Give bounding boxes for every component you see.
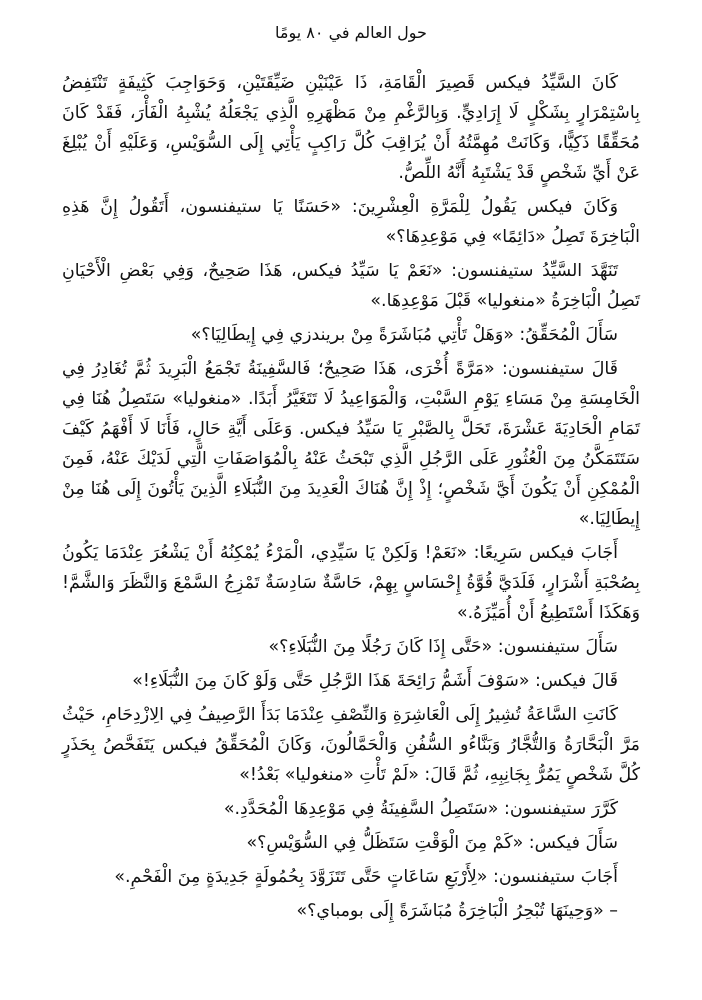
paragraph: سَأَلَ الْمُحَقِّقُ: «وَهَلْ تَأْتِي مُبَاشَرَةً مِنْ بريندزي فِي إِيطَالِيَا؟» bbox=[190, 325, 618, 345]
paragraph: سَأَلَ ستيفنسون: «حَتَّى إِذَا كَانَ رَجُلًا مِنَ النُّبَلَاءِ؟» bbox=[268, 637, 618, 657]
body-text bbox=[62, 68, 640, 930]
running-header-title: حول العالم في ٨٠ يومًا bbox=[275, 23, 427, 42]
paragraph: وَكَانَ فيكس يَقُولُ لِلْمَرَّةِ الْعِشْرِينَ: «حَسَنًا يَا ستيفنسون، أَتَقُولُ إِنَّ هَذِهِ الْبَاخِرَةَ تَصِلُ «دَائِمًا» فِي مَوْعِدِهَا؟» bbox=[62, 197, 640, 247]
paragraph: – «وَحِينَهَا تُبْحِرُ الْبَاخِرَةُ مُبَاشَرَةً إِلَى بومباي؟» bbox=[296, 901, 618, 921]
paragraph: تَنَهَّدَ السَّيِّدُ ستيفنسون: «نَعَمْ يَا سَيِّدُ فيكس، هَذَا صَحِيحٌ، وَفِي بَعْضِ الْأَحْيَانِ تَصِلُ الْبَاخِرَةُ «منغوليا» قَبْلَ مَوْعِدِهَا.» bbox=[62, 261, 640, 311]
paragraph: قَالَ ستيفنسون: «مَرَّةً أُخْرَى، هَذَا صَحِيحٌ؛ فَالسَّفِينَةُ تَجْمَعُ الْبَرِيدَ ثُمَّ تُغَادِرُ فِي الْخَامِسَةِ مِنْ مَسَاءِ يَوْمِ السَّبْتِ، وَالْمَوَاعِيدُ لَا تَتَغَيَّرُ أَبَدًا. «منغوليا» سَتَصِلُ هُنَا فِي تَمَامِ الْحَادِيَةَ عَشْرَةَ، تَحَلَّ بِالصَّبْرِ يَا سَيِّدُ فيكس. وَعَلَى أَيَّةِ حَالٍ، فَأَنَا لَا أَفْهَمُ كَيْفَ سَتَتَمَكَّنُ مِنَ الْعُثُورِ عَلَى الرَّجُلِ الَّذِي تَبْحَثُ عَنْهُ بِالْمُوَاصَفَاتِ الَّتِي لَدَيْكَ عَنْهُ، فَمِنَ الْمُمْكِنِ أَنْ يَكُونَ أَيَّ شَخْصٍ؛ إِذْ إِنَّ هُنَاكَ الْعَدِيدَ مِنَ النُّبَلَاءِ الَّذِينَ يَأْتُونَ إِلَى هُنَا مِنْ إِيطَالِيَا.» bbox=[62, 359, 640, 529]
paragraph: قَالَ فيكس: «سَوْفَ أَشَمُّ رَائِحَةَ هَذَا الرَّجُلِ حَتَّى وَلَوْ كَانَ مِنَ النُّبَلَاءِ!» bbox=[132, 671, 618, 691]
paragraph: أَجَابَ فيكس سَرِيعًا: «نَعَمْ! وَلَكِنْ يَا سَيِّدِي، الْمَرْءُ يُمْكِنُهُ أَنْ يَشْعُرَ عِنْدَمَا يَكُونُ بِصُحْبَةِ أَشْرَارٍ، فَلَدَيَّ قُوَّةُ إِحْسَاسٍ بِهِمْ، حَاسَّةٌ سَادِسَةٌ تَمْزِجُ السَّمْعَ وَالنَّظَرَ وَالشَّمَّ! وَهَكَذَا أَسْتَطِيعُ أَنْ أُمَيِّزَهُ.» bbox=[62, 543, 640, 623]
paragraph: كَانَتِ السَّاعَةُ تُشِيرُ إِلَى الْعَاشِرَةِ وَالنِّصْفِ عِنْدَمَا بَدَأَ الرَّصِيفُ فِي الِازْدِحَامِ، حَيْثُ مَرَّ الْبَحَّارَةُ وَالتُّجَّارُ وَبَنَّاءُو السُّفُنِ وَالْحَمَّالُونَ، وَكَانَ الْمُحَقِّقُ فيكس يَتَفَحَّصُ بِحَذَرٍ كُلَّ شَخْصٍ يَمُرُّ بِجَانِبِهِ، ثُمَّ قَالَ: «لَمْ تَأْتِ «منغوليا» بَعْدُ!» bbox=[62, 705, 640, 785]
paragraph: أَجَابَ ستيفنسون: «لِأَرْبَعِ سَاعَاتٍ حَتَّى تَتَزَوَّدَ بِحُمُولَةٍ جَدِيدَةٍ مِنَ الْفَحْمِ.» bbox=[114, 867, 618, 887]
paragraph: كَانَ السَّيِّدُ فيكس قَصِيرَ الْقَامَةِ، ذَا عَيْنَيْنِ ضَيِّقَتَيْنِ، وَحَوَاجِبَ كَثِيفَةٍ تَنْتَفِضُ بِاسْتِمْرَارٍ بِشَكْلٍ لَا إِرَادِيٍّ. وَبِالرَّغْمِ مِنْ مَظْهَرِهِ الَّذِي يَجْعَلُهُ يُشْبِهُ الْفَأْرَ، فَقَدْ كَانَ مُحَقِّقًا ذَكِيًّا، وَكَانَتْ مُهِمَّتُهُ أَنْ يُرَاقِبَ كُلَّ رَاكِبٍ يَأْتِي إِلَى السُّوَيْسِ، وَعَلَيْهِ أَنْ يُبْلِغَ عَنْ أَيِّ شَخْصٍ قَدْ يَشْتَبِهُ أَنَّهُ اللِّصُّ. bbox=[62, 73, 640, 183]
paragraph: سَأَلَ فيكس: «كَمْ مِنَ الْوَقْتِ سَتَظَلُّ فِي السُّوَيْسِ؟» bbox=[246, 833, 618, 853]
paragraph: كَرَّرَ ستيفنسون: «سَتَصِلُ السَّفِينَةُ فِي مَوْعِدِهَا الْمُحَدَّدِ.» bbox=[223, 799, 618, 819]
